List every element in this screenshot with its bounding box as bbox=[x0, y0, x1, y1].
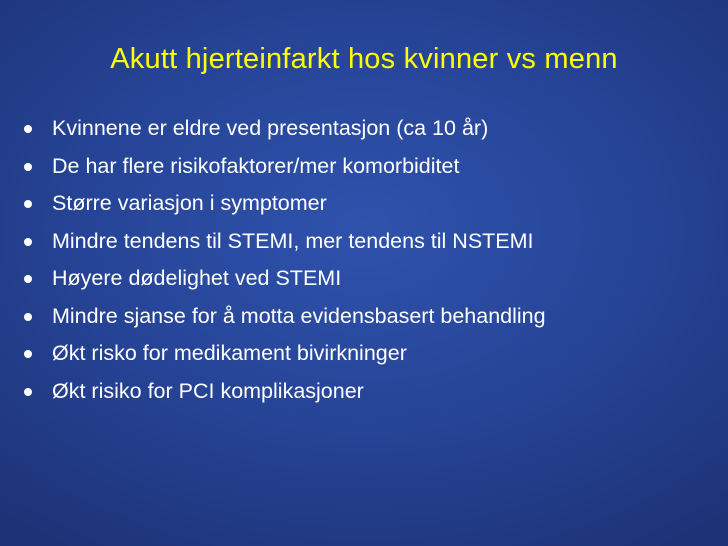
bullet-text: Mindre sjanse for å motta evidensbasert behandling bbox=[52, 303, 546, 328]
bullet-dot-icon bbox=[24, 125, 32, 133]
bullet-text: De har flere risikofaktorer/mer komorbiditet bbox=[52, 153, 460, 178]
bullet-text: Mindre tendens til STEMI, mer tendens til NSTEMI bbox=[52, 228, 534, 253]
bullet-text: Økt risiko for PCI komplikasjoner bbox=[52, 378, 364, 403]
bullet-text: Høyere dødelighet ved STEMI bbox=[52, 266, 342, 290]
bullet-text: Kvinnene er eldre ved presentasjon (ca 10 år) bbox=[52, 116, 489, 140]
bullet-dot-icon bbox=[24, 200, 32, 208]
bullet-dot-icon bbox=[24, 388, 32, 396]
slide-title: Akutt hjerteinfarkt hos kvinner vs menn bbox=[110, 43, 618, 75]
bullet-dot-icon bbox=[24, 313, 32, 321]
bullet-dot-icon bbox=[24, 275, 32, 283]
bullet-text: Økt risko for medikament bivirkninger bbox=[52, 341, 407, 365]
bullet-dot-icon bbox=[24, 238, 32, 246]
bullet-dot-icon bbox=[24, 163, 32, 171]
bullet-text: Større variasjon i symptomer bbox=[52, 191, 327, 215]
bullet-dot-icon bbox=[24, 350, 32, 358]
